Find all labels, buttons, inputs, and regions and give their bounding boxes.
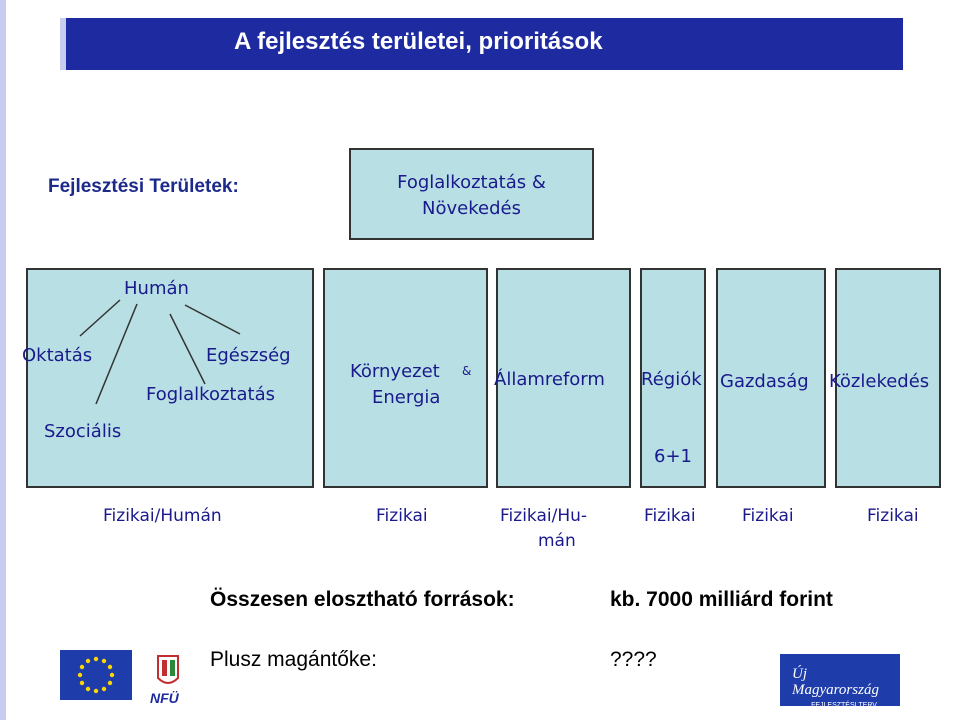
box-human[interactable] [26, 268, 314, 488]
type-state-box-line1: Fizikai/Hu- [500, 506, 588, 526]
env-line2: Energia [372, 387, 441, 408]
state-reform-label: Államreform [494, 369, 605, 390]
type-state-box-line2: mán [538, 531, 576, 551]
human-oktatas: Oktatás [22, 345, 93, 366]
type-regions-box: Fizikai [644, 506, 696, 526]
human-heading: Humán [124, 278, 189, 299]
total-value: kb. 7000 milliárd forint [610, 588, 833, 611]
env-amp: & [462, 364, 472, 378]
regions-label: Régiók [641, 369, 702, 390]
type-economy-box: Fizikai [742, 506, 794, 526]
slide-title: A fejlesztés területei, prioritások [234, 28, 603, 55]
eu-flag-logo [60, 650, 132, 700]
left-accent-bar [0, 0, 6, 720]
human-egeszseg: Egészség [206, 345, 291, 366]
nfu-logo-text: NFÜ [150, 690, 179, 706]
regions-count: 6+1 [654, 446, 692, 467]
total-label: Összesen elosztható források: [210, 588, 515, 611]
employment-line2: Növekedés [422, 198, 521, 219]
eu-stars-icon [60, 650, 132, 700]
type-env-box: Fizikai [376, 506, 428, 526]
human-foglalkoztatas: Foglalkoztatás [146, 384, 275, 405]
private-capital-label: Plusz magántőke: [210, 648, 377, 671]
economy-label: Gazdaság [720, 371, 809, 392]
areas-label: Fejlesztési Területek: [48, 176, 239, 197]
type-transport-box: Fizikai [867, 506, 919, 526]
box-employment-growth[interactable] [349, 148, 594, 240]
title-bar [60, 18, 903, 70]
employment-line1: Foglalkoztatás & [397, 172, 546, 193]
env-line1: Környezet [350, 361, 440, 382]
type-human-box: Fizikai/Humán [103, 506, 222, 526]
transport-label: Közlekedés [829, 371, 930, 392]
uj-magyarorszag-logo-text [792, 666, 896, 714]
human-szocialis: Szociális [44, 421, 122, 442]
private-capital-value: ???? [610, 648, 657, 671]
umt-line2: FEJLESZTÉSI TERV [811, 702, 877, 709]
umt-line1: Új Magyarország [792, 666, 879, 698]
